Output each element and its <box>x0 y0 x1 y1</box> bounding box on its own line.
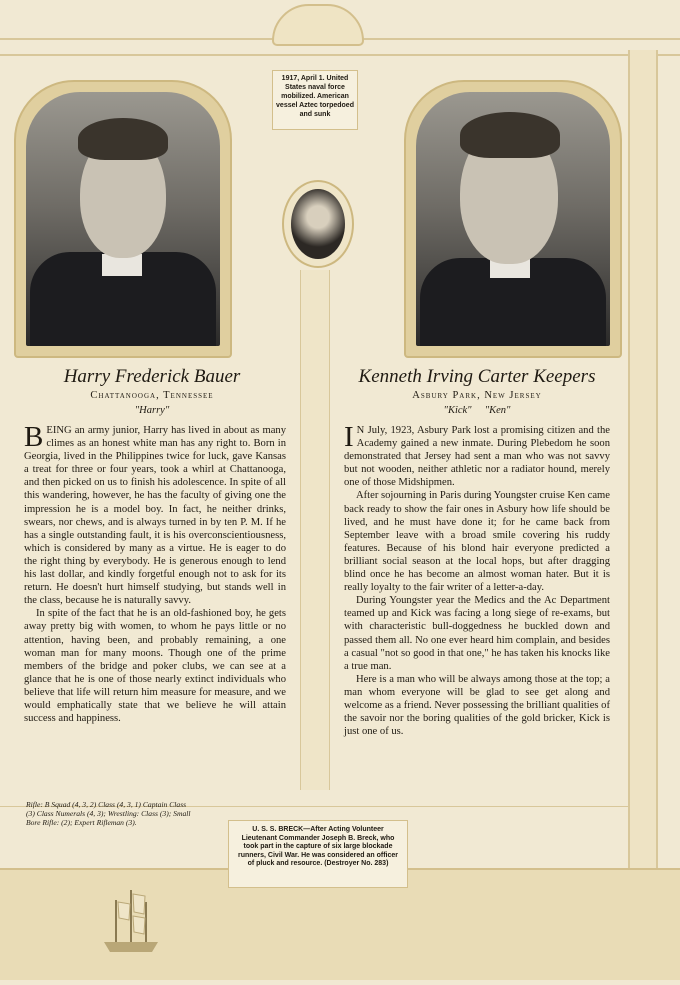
right-hometown: Asbury Park, New Jersey <box>412 390 542 401</box>
crest-ornament <box>272 4 364 46</box>
right-biography <box>344 421 610 738</box>
sailing-ship-illustration <box>96 880 166 960</box>
left-name: Harry Frederick Bauer <box>63 366 241 387</box>
ship-note-box <box>228 820 408 888</box>
right-bio-p3: During Youngster year the Medics and the Ac Department teamed up and Kick was facing a long siege of re-exams, but with characteristic bull-doggedness he buckled down and passed them all. No one ever heard him complain, and besides a casual "not so good in that one," he has taken his knocks like a true man. <box>344 595 610 672</box>
left-activities: Rifle: B Squad (4, 3, 2) Class (4, 3, 1) Captain Class (3) Class Numerals (4, 3); Wrestling: Class (3); Small Bore Rifle: (2); Expert Rifleman (3). <box>26 800 191 827</box>
medallion-portrait <box>282 180 354 268</box>
ship-note: U. S. S. BRECK—After Acting Volunteer Lieutenant Commander Joseph B. Breck, who took part in the capture of six large blockade runners, Civil War. He was considered an officer of pluck and resource. (Destroyer No. 283) <box>237 826 398 868</box>
right-nickname: "Kick" "Ken" <box>443 405 511 416</box>
left-biography <box>24 421 286 725</box>
left-dropcap: B <box>24 421 44 453</box>
left-bio-p2: In spite of the fact that he is an old-fashioned boy, he gets away pretty big with women, to whom he pays little or no attention, having been, and probably remaining, a one woman man for many moons. Though one of the prime members of the bridge and poker clubs, we can see at a glance that he is one of those nearly extinct individuals who believe that life will return him measure for measure, and we would emphatically state that we believe he will attain success and happiness. <box>24 608 286 725</box>
left-bio-p1: EING an army junior, Harry has lived in about as many climes as an honest white man has any right to. Born in Georgia, lived in the Philippines twice for luck, gave Kansas a treat for three or four years, took a whirl at Chattanooga, and then picked on us to finish his adolescence. In spite of all this wandering, however, he has the faculty of giving one the impression he is a model boy. In fact, he neither drinks, swears, nor chews, and is always turned in by ten P. M. If he has a single outstanding fault, it is his overconscientiousness, which is considered by many as a virtue. He is eager to do the right thing by everybody. He is generous enough to lend his last dollar, and kindly forgetful enough not to ask for its return. He doesn't hurt himself studying, but stands well in the class, because he is naturally savvy. <box>24 425 286 607</box>
right-name: Kenneth Irving Carter Keepers <box>358 366 596 387</box>
center-pillar-ornament <box>300 270 330 790</box>
right-dropcap: I <box>344 421 354 453</box>
history-note-box <box>272 70 358 130</box>
right-photo-frame <box>404 80 622 358</box>
left-photo-frame <box>14 80 232 358</box>
right-bio-p4: Here is a man who will be always among those at the top; a man whom everyone will be glad to see get along and welcome as a friend. Never possessing the brilliant qualities of the savoir nor the boring qualities of the gold bricker, Kick is just one of us. <box>344 673 610 738</box>
right-bio-p1: N July, 1923, Asbury Park lost a promising citizen and the Academy gained a new inmate. During Plebedom he soon demonstrated that Jersey had sent a man who was not savvy but not wooden, neither athletic nor a radiator hound, merely one of those Midshipmen. <box>344 425 610 489</box>
portrait-kenneth-keepers <box>416 92 610 346</box>
right-bio-p2: After sojourning in Paris during Youngster cruise Ken came back ready to show the fair ones in Asbury how life should be lived, and he must have done it; for he came back from September leave with a broad smile covering his ruddy features. Because of his blond hair everyone predicted a brilliant social season at the local hops, but after dragging blind once he has become an almost woman hater. But it is really loyalty to the fair writer of a letter-a-day. <box>344 490 610 594</box>
portrait-harry-bauer <box>26 92 220 346</box>
left-nickname: "Harry" <box>134 405 170 416</box>
left-hometown: Chattanooga, Tennessee <box>90 390 214 401</box>
right-column-ornament <box>628 50 658 950</box>
history-note: 1917, April 1. United States naval force mobilized. American vessel Aztec torpedoed and sunk <box>276 75 354 118</box>
